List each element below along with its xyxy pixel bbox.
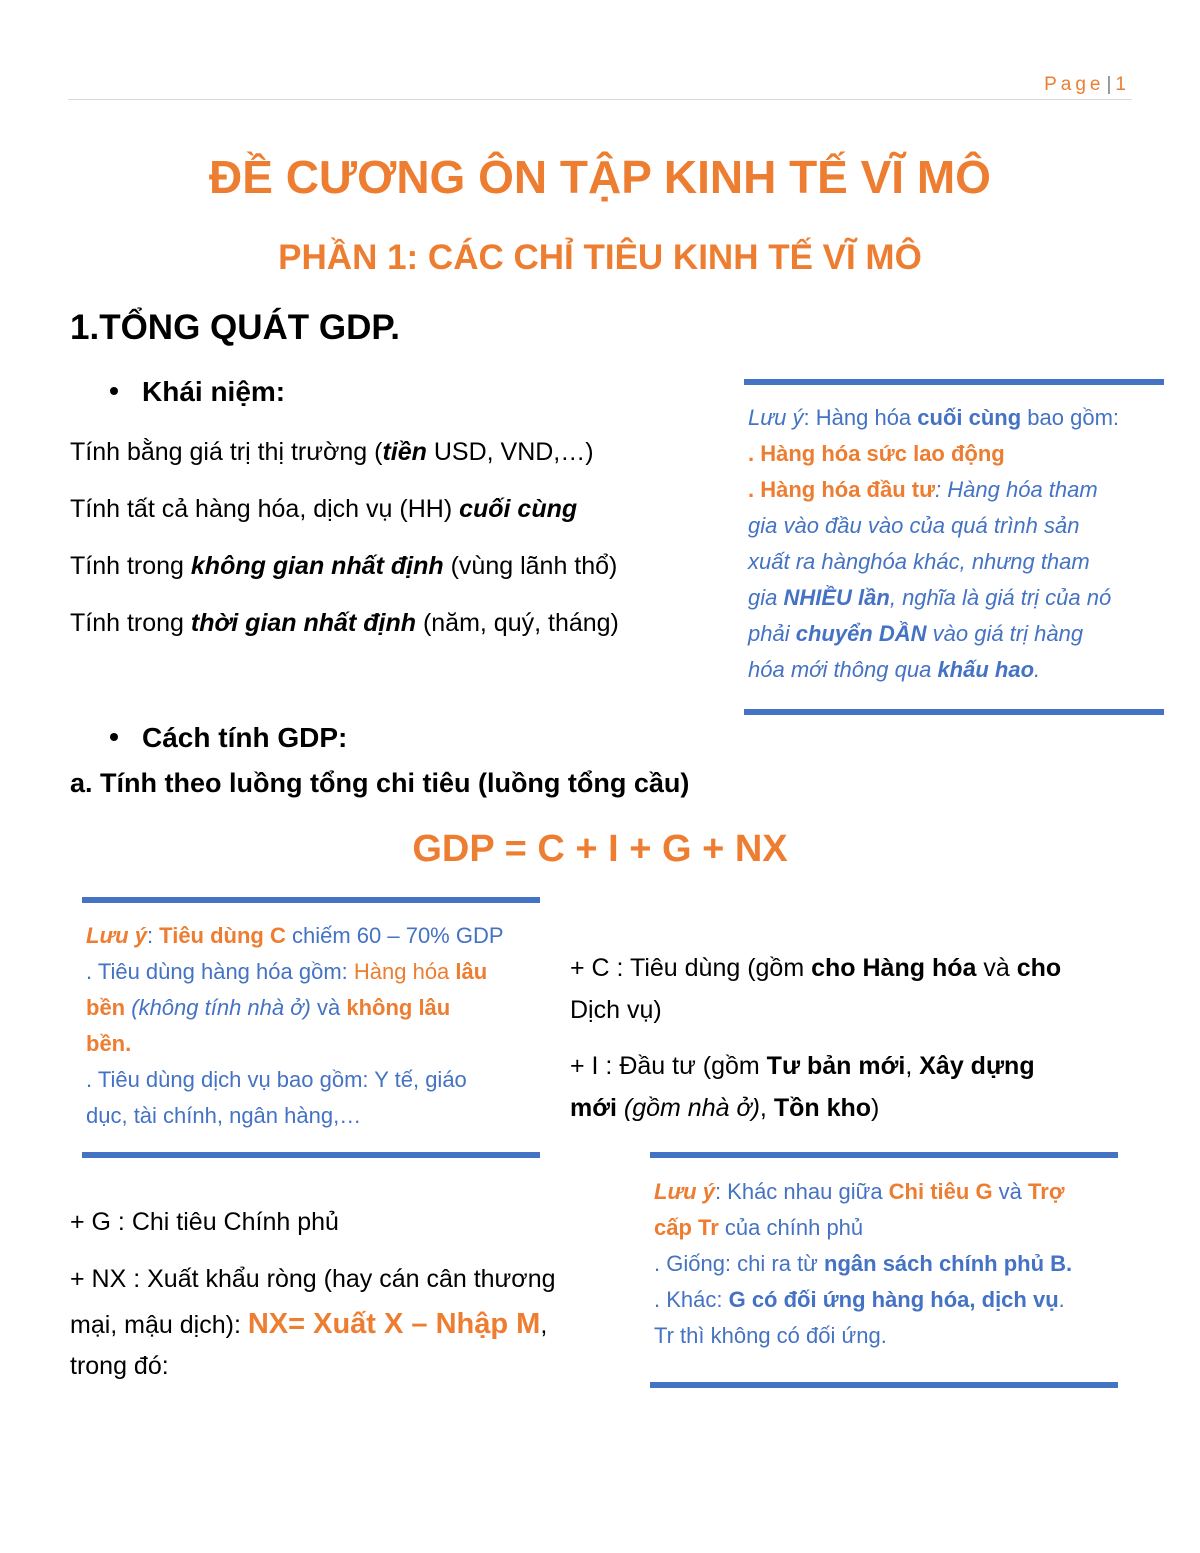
note-3-bottom-rule bbox=[650, 1382, 1118, 1388]
concept-line-3: Tính trong không gian nhất định (vùng lãnh thổ) bbox=[70, 552, 618, 580]
note-1-bottom-rule bbox=[744, 709, 1164, 715]
component-i-line-1: + I : Đầu tư (gồm Tư bản mới, Xây dựng bbox=[570, 1052, 1035, 1080]
section-heading: 1.TỔNG QUÁT GDP. bbox=[70, 308, 400, 347]
concept-line-1: Tính bằng giá trị thị trường (tiền USD, VND,…) bbox=[70, 438, 594, 466]
component-nx-line-2: mại, mậu dịch): NX= Xuất X – Nhập M, bbox=[70, 1308, 548, 1340]
header-divider bbox=[68, 99, 1132, 100]
note-g-vs-tr: Lưu ý: Khác nhau giữa Chi tiêu G và Trợ cấp Tr của chính phủ . Giống: chi ra từ ngân sách chính phủ B. . Khác: G có đối ứng hàng hóa, dịch vụ. Tr thì không có đối ứng. bbox=[654, 1179, 1073, 1348]
part-title: PHẦN 1: CÁC CHỈ TIÊU KINH TẾ VĨ MÔ bbox=[278, 238, 922, 277]
note-consumption: Lưu ý: Tiêu dùng C chiếm 60 – 70% GDP . Tiêu dùng hàng hóa gồm: Hàng hóa lâu bền (không tính nhà ở) và không lâu bền. . Tiêu dùng dịch vụ bao gồm: Y tế, giáo dục, tài chính, ngân hàng,… bbox=[86, 923, 504, 1128]
component-nx-line-1: + NX : Xuất khẩu ròng (hay cán cân thương bbox=[70, 1265, 556, 1293]
note-1-top-rule bbox=[744, 379, 1164, 385]
component-g: + G : Chi tiêu Chính phủ bbox=[70, 1208, 339, 1236]
gdp-formula: GDP = C + I + G + NX bbox=[412, 828, 788, 870]
note-final-goods: Lưu ý: Hàng hóa cuối cùng bao gồm: . Hàng hóa sức lao động . Hàng hóa đầu tư: Hàng hóa tham gia vào đầu vào của quá trình sản xuất ra hànghóa khác, nhưng tham gia NHIỀU lần, nghĩa là giá trị của nó phải chuyển DẦN vào giá trị hàng hóa mới thông qua khấu hao. bbox=[748, 405, 1120, 682]
page-number: Page | 1 bbox=[1044, 74, 1130, 95]
calc-method-a: a. Tính theo luồng tổng chi tiêu (luồng tổng cầu) bbox=[70, 768, 690, 798]
bullet-icon bbox=[110, 733, 118, 741]
component-i-line-2: mới (gồm nhà ở), Tồn kho) bbox=[570, 1094, 880, 1122]
note-2-top-rule bbox=[82, 897, 540, 903]
concept-heading: Khái niệm: bbox=[70, 376, 285, 408]
concept-line-4: Tính trong thời gian nhất định (năm, quý, tháng) bbox=[70, 609, 619, 637]
note-3-top-rule bbox=[650, 1152, 1118, 1158]
bullet-icon bbox=[110, 387, 118, 395]
calc-heading: Cách tính GDP: bbox=[70, 722, 347, 754]
note-2-bottom-rule bbox=[82, 1152, 540, 1158]
document-title: ĐỀ CƯƠNG ÔN TẬP KINH TẾ VĨ MÔ bbox=[209, 151, 991, 203]
component-nx-line-3: trong đó: bbox=[70, 1352, 169, 1380]
component-c-line-2: Dịch vụ) bbox=[570, 996, 662, 1024]
component-c-line-1: + C : Tiêu dùng (gồm cho Hàng hóa và cho bbox=[570, 954, 1062, 982]
concept-line-2: Tính tất cả hàng hóa, dịch vụ (HH) cuối cùng bbox=[70, 495, 578, 523]
